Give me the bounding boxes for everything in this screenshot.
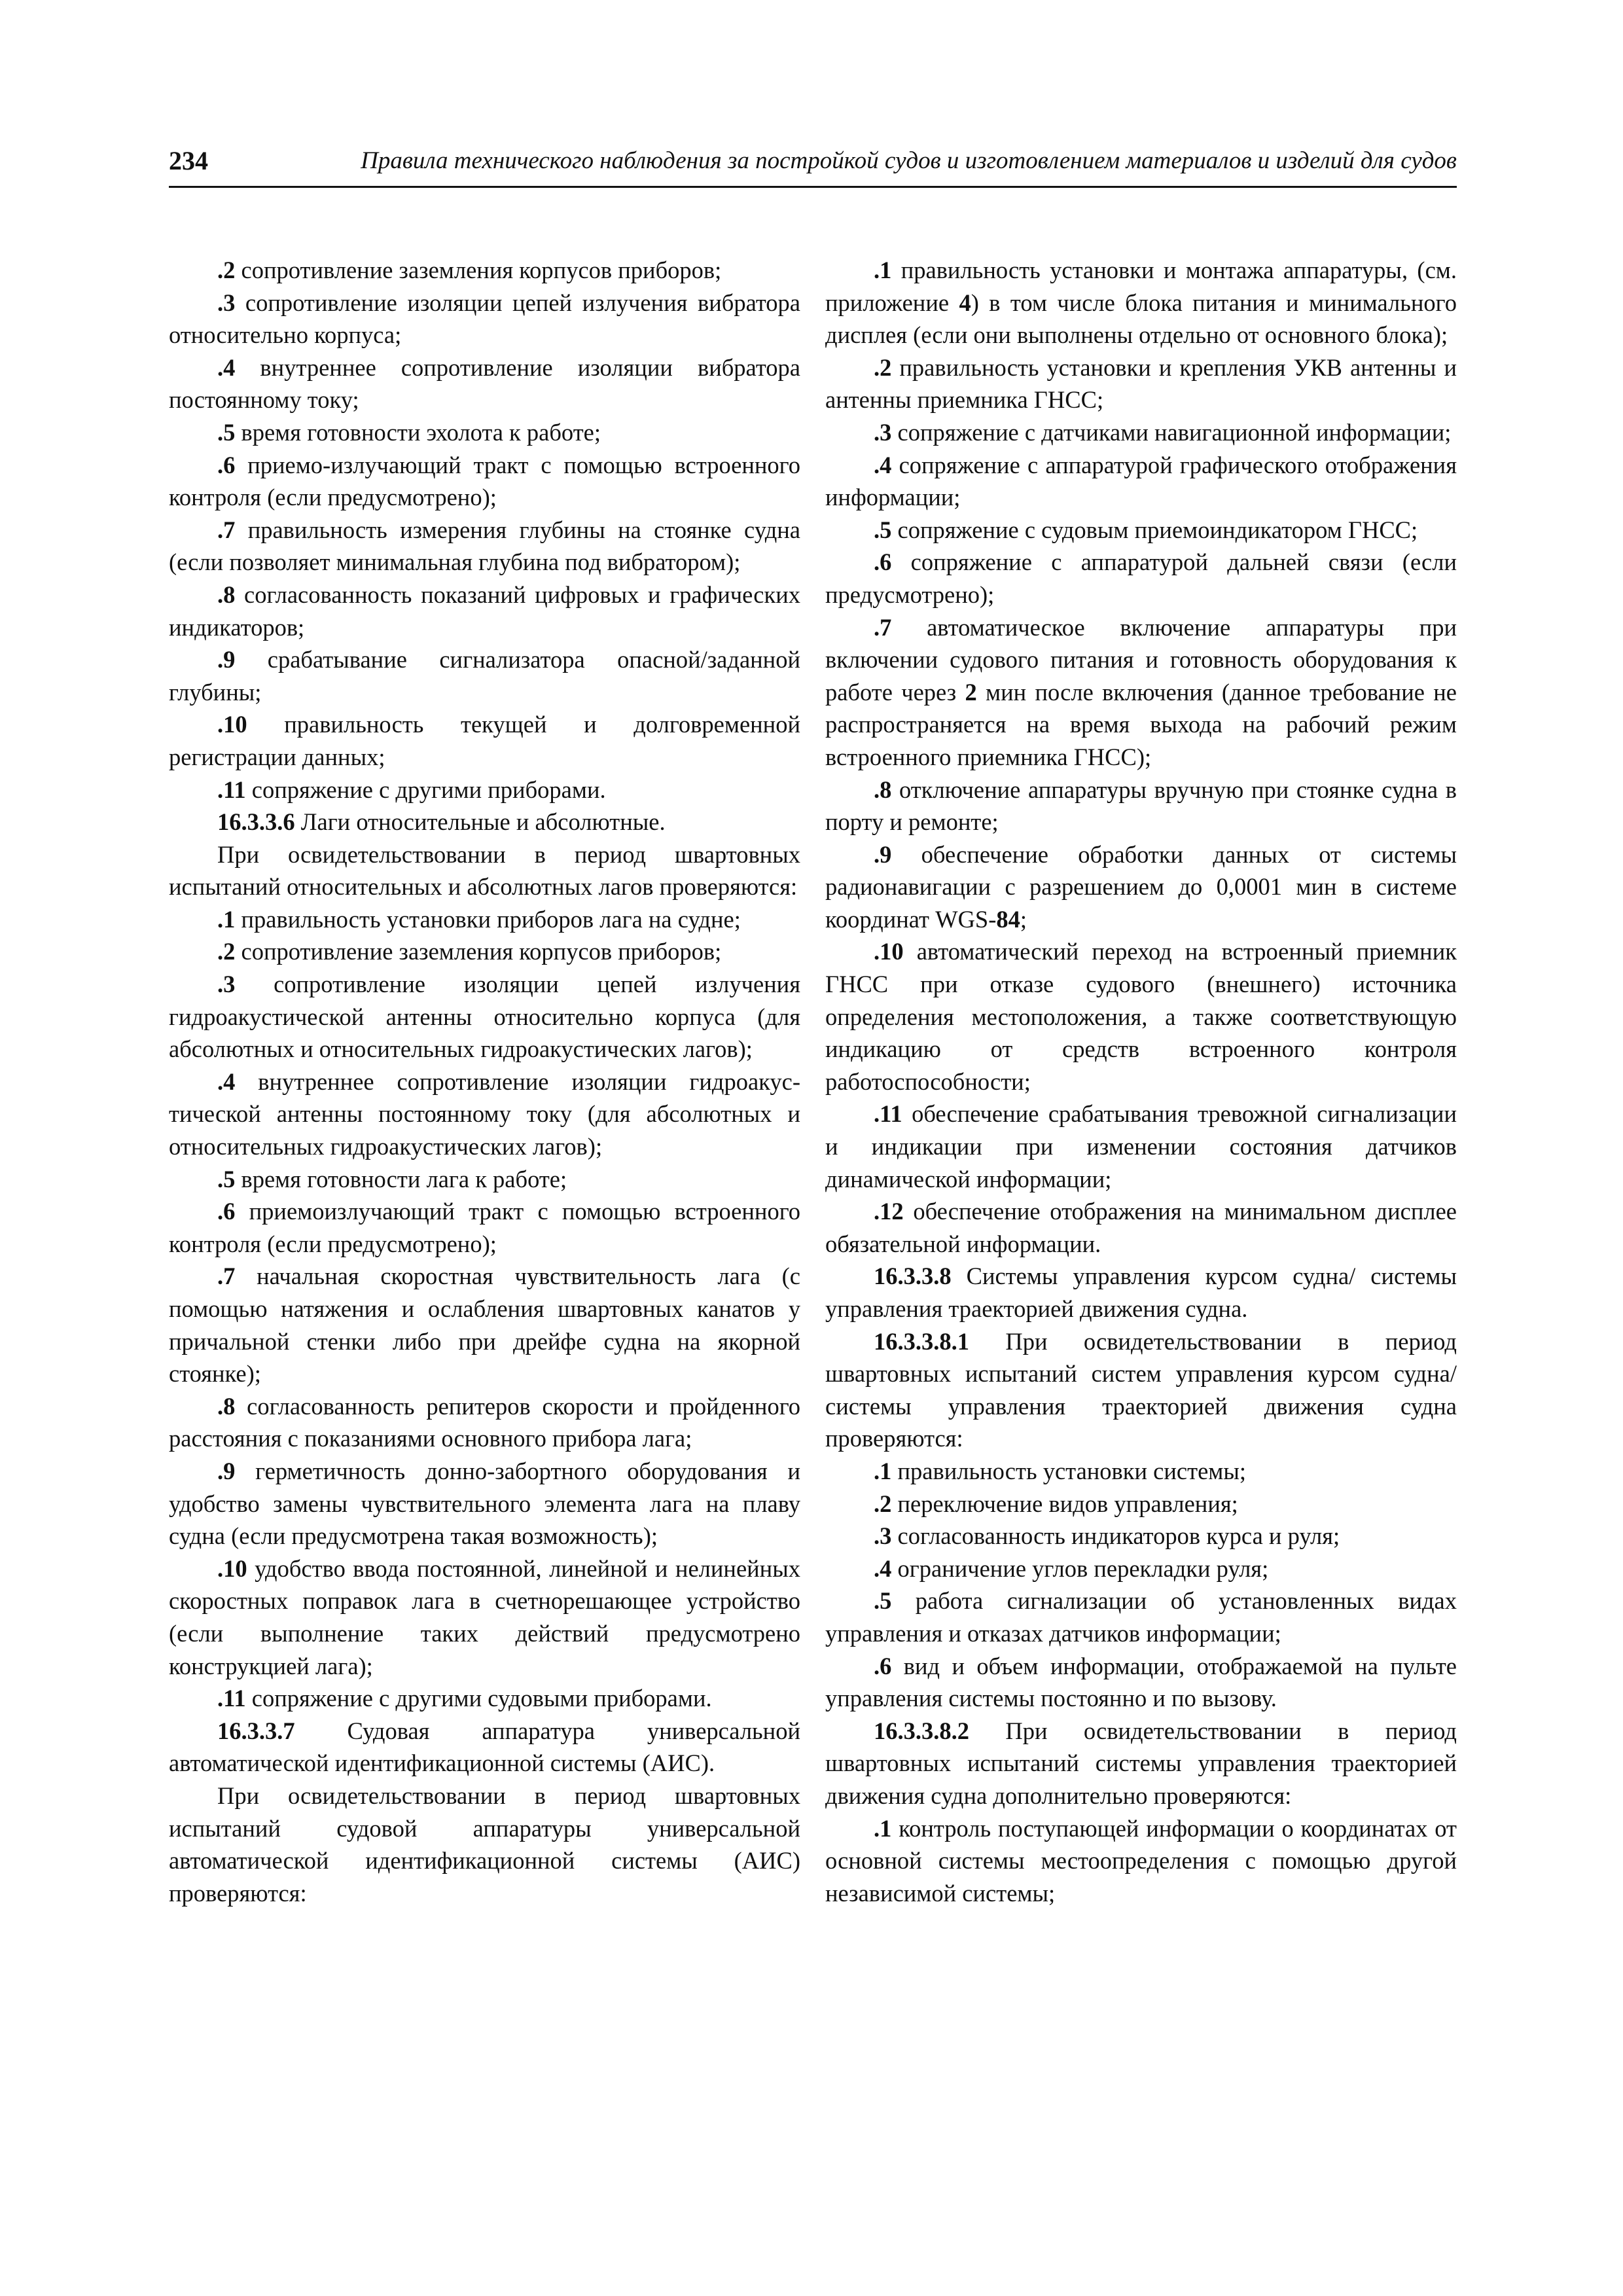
paragraph	[825, 1260, 1457, 1325]
item-number: .9	[217, 1457, 236, 1484]
right-column	[825, 254, 1457, 1909]
item-number: .1	[874, 1457, 892, 1484]
paragraph	[825, 254, 1457, 351]
paragraph	[825, 1488, 1457, 1520]
item-number: .10	[217, 1554, 247, 1582]
item-text: сопротивление изоляции цепей излучения гидроакустической антенны относительно корпуса (для абсолютных и относительных гидроакустических лагов);	[169, 971, 800, 1063]
item-text: правильность установки и крепления УКВ антенны и антенны приемника ГНСС;	[825, 353, 1457, 414]
item-text: При освидетельствовании в период швартовных испытаний судовой аппаратуры универсальной автоматической идентификационной системы (АИС) проверяются:	[169, 1782, 800, 1907]
item-number: .3	[217, 289, 236, 316]
item-text: При освидетельствовании в период швартовных испытаний относительных и абсолютных лагов проверяются:	[169, 840, 800, 901]
item-text: согласованность показаний цифровых и графических индикаторов;	[169, 581, 800, 641]
item-text: переключение видов управления;	[891, 1490, 1238, 1517]
paragraph	[825, 1098, 1457, 1195]
item-text: обеспечение срабатывания тревожной сигнализации и индикации при изменении состояния датчиков динамической информации;	[825, 1100, 1457, 1193]
paragraph	[169, 1163, 800, 1196]
item-text: внутреннее сопротивление изоляции гидроакустической антенны постоянному току (для абсолютных и относительных гидроакустических лагов);	[169, 1067, 800, 1160]
paragraph	[169, 968, 800, 1066]
paragraph	[169, 1552, 800, 1682]
item-text: правильность установки системы;	[891, 1457, 1247, 1484]
paragraph	[825, 1552, 1457, 1585]
item-number: .11	[217, 776, 246, 803]
paragraph	[825, 1325, 1457, 1455]
item-number: .5	[874, 1587, 892, 1615]
paragraph	[825, 351, 1457, 416]
paragraph	[169, 254, 800, 287]
item-text: внутреннее сопротивление изоляции вибратора постоянному току;	[169, 353, 800, 414]
paragraph	[169, 708, 800, 773]
item-number: .10	[874, 938, 904, 965]
item-text: правильность текущей и долговременной регистрации данных;	[169, 711, 800, 770]
item-number: .4	[217, 1067, 236, 1095]
paragraph	[825, 935, 1457, 1098]
item-number: .12	[874, 1198, 904, 1225]
item-number: .4	[874, 451, 892, 478]
item-number: .5	[217, 418, 236, 446]
item-text: Лаги относительные и абсолютные.	[294, 808, 666, 836]
item-number: .4	[874, 1554, 892, 1582]
paragraph	[169, 1715, 800, 1780]
item-number: .1	[217, 905, 236, 933]
item-number: 16.3.3.8.1	[874, 1327, 969, 1355]
paragraph	[169, 806, 800, 838]
paragraph	[169, 935, 800, 968]
item-text: сопротивление заземления корпусов приборов;	[235, 938, 722, 965]
item-text: правильность установки и монтажа аппаратуры, (см. приложение 4) в том числе блока питания и минимального дисплея (если они выполнены отдельно от основного блока);	[825, 257, 1457, 349]
item-text: сопряжение с аппаратурой графического отображения информации;	[825, 451, 1457, 511]
item-text: обеспечение обработки данных от системы радионавигации с разрешением до 0,0001 мин в системе координат WGS-84;	[825, 840, 1457, 933]
paragraph	[825, 1585, 1457, 1649]
item-number: .3	[874, 1522, 892, 1550]
paragraph	[825, 514, 1457, 547]
item-text: сопротивление заземления корпусов приборов;	[235, 257, 722, 283]
paragraph	[825, 774, 1457, 838]
item-text: согласованность репитеров скорости и пройденного расстояния с показаниями основного прибора лага;	[169, 1392, 800, 1452]
paragraph	[825, 1812, 1457, 1910]
paragraph	[825, 1715, 1457, 1812]
item-text: приемоизлучающий тракт с помощью встроенного контроля (если предусмотрено);	[169, 1198, 800, 1257]
item-number: .8	[217, 1392, 236, 1420]
item-text: ограничение углов перекладки руля;	[891, 1554, 1269, 1582]
paragraph	[169, 1195, 800, 1260]
paragraph	[169, 1682, 800, 1715]
item-number: .7	[217, 516, 236, 543]
item-number: .4	[217, 353, 236, 381]
paragraph	[825, 1650, 1457, 1715]
paragraph	[825, 1455, 1457, 1488]
paragraph	[169, 903, 800, 936]
item-number: 16.3.3.7	[217, 1717, 295, 1744]
item-number: .3	[217, 971, 236, 998]
paragraph	[169, 449, 800, 514]
item-text: отключение аппаратуры вручную при стоянке судна в порту и ремонте;	[825, 776, 1457, 836]
paragraph	[169, 774, 800, 806]
item-text: приемо-излучающий тракт с помощью встроенного контроля (если предусмотрено);	[169, 451, 800, 511]
item-text: Системы управления курсом судна/ системы управления траекторией движения судна.	[825, 1263, 1457, 1322]
paragraph	[169, 1066, 800, 1163]
item-number: .6	[217, 1198, 236, 1225]
item-text: сопряжение с другими судовыми приборами.	[245, 1685, 712, 1712]
item-number: 16.3.3.8.2	[874, 1717, 969, 1744]
page-number: 234	[169, 146, 208, 175]
item-number: .5	[874, 516, 892, 543]
item-text: сопряжение с судовым приемоиндикатором ГНСС;	[891, 516, 1418, 543]
item-text: правильность измерения глубины на стоянке судна (если позволяет минимальная глубина под вибратором);	[169, 516, 800, 576]
item-text: правильность установки приборов лага на судне;	[235, 905, 741, 933]
paragraph	[825, 1520, 1457, 1552]
left-column	[169, 254, 800, 1909]
item-text: вид и объем информации, отображаемой на пульте управления системы постоянно и по вызову.	[825, 1652, 1457, 1712]
paragraph	[169, 643, 800, 708]
paragraph	[169, 351, 800, 416]
item-number: .7	[874, 613, 892, 641]
item-number: .6	[217, 451, 236, 478]
page-header	[169, 145, 1457, 188]
item-text: сопротивление изоляции цепей излучения вибратора относительно корпуса;	[169, 289, 800, 349]
item-text: контроль поступающей информации о координатах от основной системы местоопределения с помощью другой независимой системы;	[825, 1814, 1457, 1907]
item-text: время готовности лага к работе;	[235, 1165, 567, 1193]
paragraph	[169, 838, 800, 903]
item-text: согласованность индикаторов курса и руля;	[891, 1522, 1340, 1550]
paragraph	[169, 416, 800, 449]
item-text: При освидетельствовании в период швартовных испытаний систем управления курсом судна/системы управления траекторией движения судна проверяются:	[825, 1327, 1457, 1452]
item-number: .8	[217, 581, 236, 608]
item-number: .2	[874, 353, 892, 381]
item-number: .8	[874, 776, 892, 803]
paragraph	[169, 1390, 800, 1455]
item-text: герметичность донно-забортного оборудования и удобство замены чувствительного элемента лага на плаву судна (если предусмотрена такая возможность);	[169, 1457, 800, 1550]
item-text: сопряжение с аппаратурой дальней связи (если предусмотрено);	[825, 548, 1457, 608]
item-number: .2	[874, 1490, 892, 1517]
item-number: .2	[217, 257, 236, 283]
item-number: .2	[217, 938, 236, 965]
item-text: обеспечение отображения на минимальном дисплее обязательной информации.	[825, 1198, 1457, 1257]
paragraph	[825, 1195, 1457, 1260]
paragraph	[169, 1260, 800, 1390]
item-number: .6	[874, 548, 892, 576]
item-number: 16.3.3.6	[217, 808, 295, 836]
item-text: сопряжение с датчиками навигационной информации;	[891, 418, 1452, 446]
paragraph	[169, 579, 800, 643]
item-text: Судовая аппаратура универсальной автоматической идентификационной системы (АИС).	[169, 1717, 800, 1777]
paragraph	[825, 611, 1457, 774]
paragraph	[169, 1455, 800, 1552]
paragraph	[825, 546, 1457, 611]
item-number: .5	[217, 1165, 236, 1193]
running-title: Правила технического наблюдения за постройкой судов и изготовлением материалов и изделий для судов	[361, 147, 1457, 174]
item-text: время готовности эхолота к работе;	[235, 418, 601, 446]
item-number: .1	[874, 1814, 892, 1842]
paragraph	[825, 449, 1457, 514]
item-text: автоматический переход на встроенный приемник ГНСС при отказе судового (внешнего) источника определения местоположения, а также соответствующую индикацию от средств встроенного контроля работоспособности;	[825, 938, 1457, 1095]
paragraph	[169, 514, 800, 579]
item-number: .1	[874, 257, 892, 283]
paragraph	[825, 838, 1457, 936]
item-number: .9	[217, 646, 236, 673]
item-number: .7	[217, 1263, 236, 1290]
item-text: автоматическое включение аппаратуры при включении судового питания и готовность оборудования к работе через 2 мин после включения (данное требование не распространяется на время выхода на рабочий режим встроенного приемника ГНСС);	[825, 613, 1457, 770]
item-number: .9	[874, 840, 892, 868]
item-text: срабатывание сигнализатора опасной/заданной глубины;	[169, 646, 800, 706]
item-number: .10	[217, 711, 247, 738]
item-text: удобство ввода постоянной, линейной и нелинейных скоростных поправок лага в счетнорешающее устройство (если выполнение таких действий предусмотрено конструкцией лага);	[169, 1554, 800, 1679]
paragraph	[169, 1780, 800, 1909]
item-text: работа сигнализации об установленных видах управления и отказах датчиков информации;	[825, 1587, 1457, 1647]
item-number: .11	[217, 1685, 246, 1712]
item-text: При освидетельствовании в период швартовных испытаний системы управления траекторией движения судна дополнительно проверяются:	[825, 1717, 1457, 1809]
item-number: .11	[874, 1100, 902, 1128]
item-text: сопряжение с другими приборами.	[245, 776, 606, 803]
paragraph	[825, 416, 1457, 449]
paragraph	[169, 287, 800, 351]
item-number: .3	[874, 418, 892, 446]
item-text: начальная скоростная чувствительность лага (с помощью натяжения и ослабления швартовных канатов у причальной стенки либо при дрейфе судна на якорной стоянке);	[169, 1263, 800, 1388]
item-number: 16.3.3.8	[874, 1263, 952, 1290]
item-number: .6	[874, 1652, 892, 1679]
